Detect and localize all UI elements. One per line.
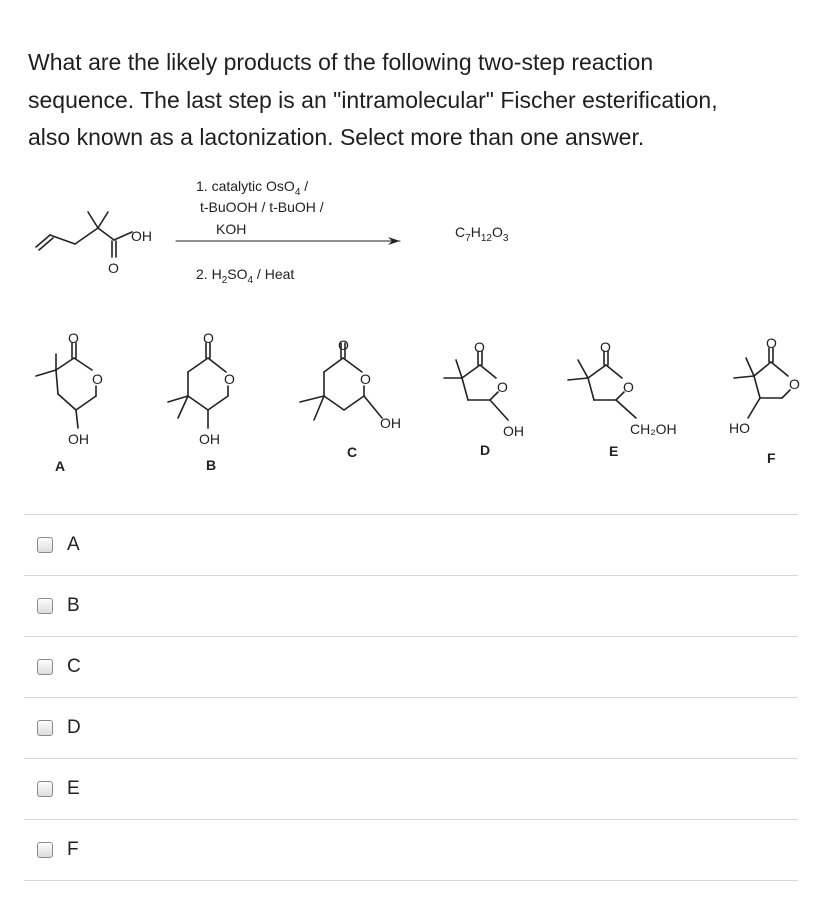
structure-a-carbonyl-o: O bbox=[68, 330, 79, 346]
structure-f-group: HO bbox=[729, 420, 750, 436]
option-e-checkbox[interactable] bbox=[37, 781, 53, 797]
structure-a-ring-o: O bbox=[92, 371, 103, 387]
reaction-scheme-image bbox=[0, 160, 826, 480]
step1-reagents-line3: KOH bbox=[216, 221, 247, 237]
structure-e-label: E bbox=[609, 443, 619, 459]
structure-b-carbonyl-o: O bbox=[203, 330, 214, 346]
reaction-arrow bbox=[176, 237, 400, 245]
option-a[interactable] bbox=[24, 515, 798, 576]
option-c[interactable] bbox=[24, 637, 798, 698]
structure-c-group: OH bbox=[380, 415, 401, 431]
structure-c-ring-o: O bbox=[360, 371, 371, 387]
option-b-checkbox[interactable] bbox=[37, 598, 53, 614]
step1-reagents: 1. catalytic OsO$_4$ / bbox=[196, 178, 309, 198]
question-line-2: sequence. The last step is an "intramolecular" Fischer esterification, bbox=[28, 86, 718, 113]
product-formula: $C_7H_{12}O_3$ bbox=[455, 224, 509, 244]
reactant-oh-label: OH bbox=[131, 228, 152, 244]
structure-b-label: B bbox=[206, 457, 217, 473]
option-d-checkbox[interactable] bbox=[37, 720, 53, 736]
option-c-checkbox[interactable] bbox=[37, 659, 53, 675]
reactant-o-label: O bbox=[108, 260, 119, 276]
structure-f-label: F bbox=[767, 450, 776, 466]
question-text bbox=[28, 44, 808, 157]
structure-c-label: C bbox=[347, 444, 358, 460]
step2-reagents: 2. $H_2SO_4$ / Heat bbox=[196, 266, 295, 286]
structure-c-carbonyl-o: O bbox=[338, 337, 349, 353]
structure-b-ring-o: O bbox=[224, 371, 235, 387]
option-a-checkbox[interactable] bbox=[37, 537, 53, 553]
structure-d-label: D bbox=[480, 442, 491, 458]
structure-e-group: CH₂OH bbox=[630, 421, 677, 437]
structure-d-group: OH bbox=[503, 423, 524, 439]
answer-options bbox=[24, 514, 798, 881]
option-b[interactable] bbox=[24, 576, 798, 637]
structure-d-carbonyl-o: O bbox=[474, 339, 485, 355]
option-f[interactable] bbox=[24, 820, 798, 881]
question-line-3: also known as a lactonization. Select more than one answer. bbox=[28, 124, 645, 150]
structure-a bbox=[36, 343, 96, 428]
structure-f-carbonyl-o: O bbox=[766, 335, 777, 351]
structure-e-ring-o: O bbox=[623, 379, 634, 395]
option-a-label[interactable]: A bbox=[67, 534, 80, 555]
option-c-label[interactable]: C bbox=[67, 656, 81, 677]
step1-reagents-line2: t-BuOOH / t-BuOH / bbox=[200, 199, 324, 215]
option-d[interactable] bbox=[24, 698, 798, 759]
structure-e-carbonyl-o: O bbox=[600, 339, 611, 355]
question-line-1: What are the likely products of the following two-step reaction bbox=[28, 49, 654, 75]
option-d-label[interactable]: D bbox=[67, 717, 81, 738]
option-f-checkbox[interactable] bbox=[37, 842, 53, 858]
structure-b-group: OH bbox=[199, 431, 220, 447]
structure-d-ring-o: O bbox=[497, 379, 508, 395]
structure-f bbox=[734, 348, 790, 418]
structure-a-label: A bbox=[55, 458, 66, 474]
reactant-structure bbox=[36, 212, 132, 257]
option-f-label[interactable]: F bbox=[67, 839, 79, 860]
option-e[interactable] bbox=[24, 759, 798, 820]
option-b-label[interactable]: B bbox=[67, 595, 80, 616]
structure-a-group: OH bbox=[68, 431, 89, 447]
option-e-label[interactable]: E bbox=[67, 778, 80, 799]
structure-f-ring-o: O bbox=[789, 376, 800, 392]
structure-b bbox=[168, 343, 228, 428]
